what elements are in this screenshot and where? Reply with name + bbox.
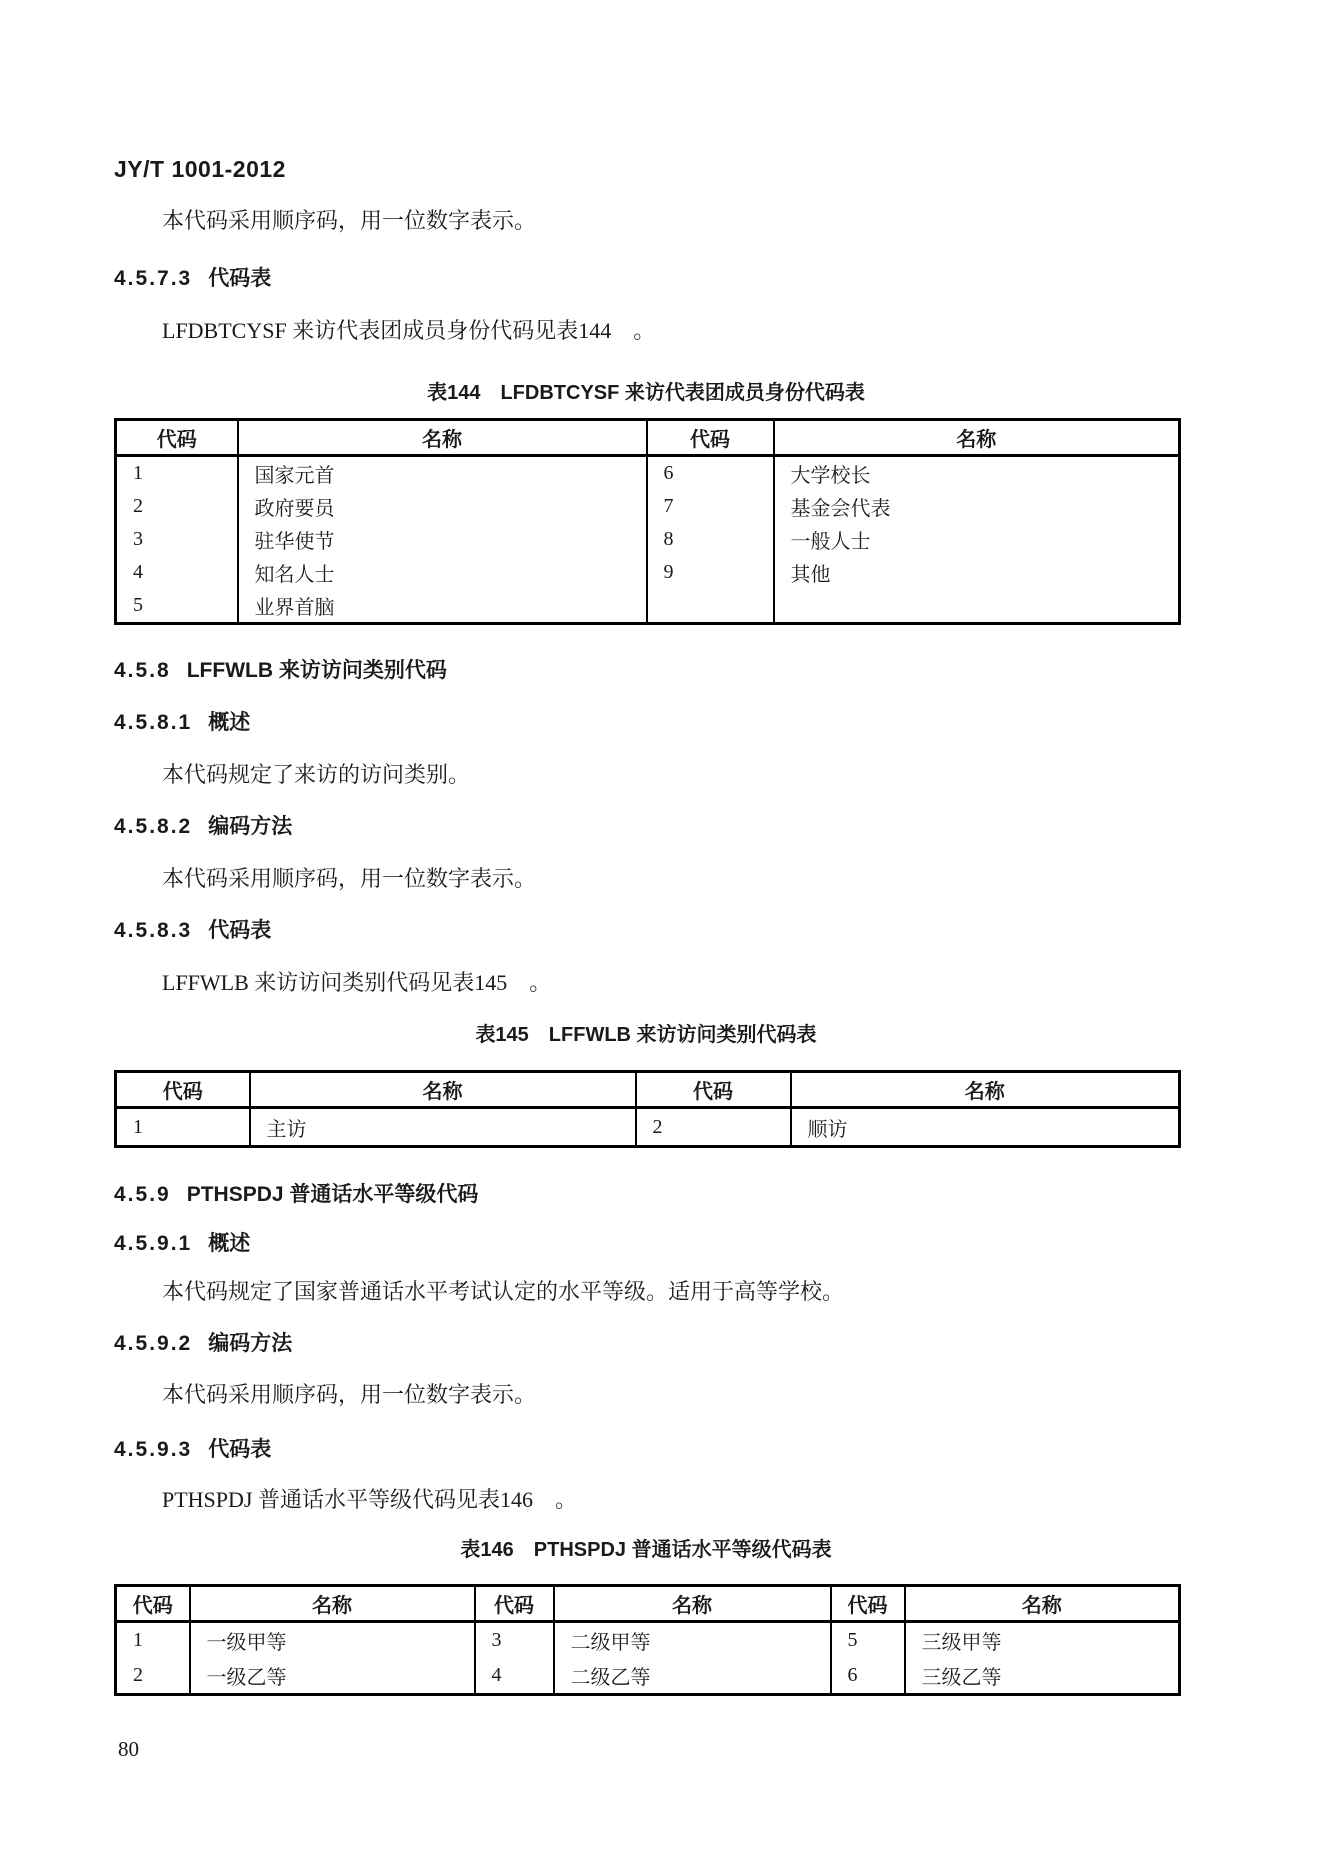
column-header: 代码 [116, 420, 238, 456]
section-number: 4.5.9.3 [114, 1438, 193, 1461]
table-row [116, 1622, 1180, 1659]
table-cell: 一级甲等 [190, 1622, 475, 1659]
table-cell: 6 [831, 1658, 905, 1695]
paragraph: 本代码采用顺序码，用一位数字表示。 [162, 1382, 537, 1407]
section-heading-4-5-7-3 [114, 266, 1178, 292]
section-title: 编码方法 [208, 815, 293, 838]
column-header: 代码 [636, 1072, 791, 1108]
paragraph: LFDBTCYSF 来访代表团成员身份代码见表144 。 [162, 318, 656, 343]
column-header: 名称 [554, 1586, 831, 1622]
table-cell: 9 [647, 556, 774, 589]
column-header: 代码 [116, 1586, 190, 1622]
section-number: 4.5.8.1 [114, 711, 193, 734]
table-cell: 顺访 [791, 1108, 1180, 1147]
table-row [116, 523, 1180, 556]
column-header: 名称 [774, 420, 1180, 456]
table-cell: 2 [133, 495, 143, 517]
section-heading-4-5-8 [114, 658, 1178, 684]
column-header: 名称 [250, 1072, 636, 1108]
section-heading-4-5-8-3 [114, 918, 1178, 944]
section-heading-4-5-8-1 [114, 710, 1178, 736]
table-cell: 5 [133, 594, 143, 616]
section-number: 4.5.8 [114, 659, 171, 682]
section-heading-4-5-9 [114, 1182, 1178, 1208]
paragraph: 本代码规定了来访的访问类别。 [162, 762, 471, 787]
table-cell: 知名人士 [238, 556, 647, 589]
table-cell: 1 [133, 1115, 143, 1138]
section-heading-4-5-8-2 [114, 814, 1178, 840]
section-number: 4.5.8.3 [114, 919, 193, 942]
column-header: 名称 [905, 1586, 1180, 1622]
table-cell: 三级甲等 [905, 1622, 1180, 1659]
table-146 [114, 1584, 1181, 1696]
column-header: 代码 [831, 1586, 905, 1622]
table-cell [774, 589, 1180, 624]
section-title: LFFWLB 来访访问类别代码 [186, 659, 447, 682]
table-144-caption: 表144 LFDBTCYSF 来访代表团成员身份代码表 [427, 382, 865, 404]
table-cell: 4 [133, 561, 143, 583]
table-cell: 主访 [250, 1108, 636, 1147]
table-cell: 驻华使节 [238, 523, 647, 556]
section-title: PTHSPDJ 普通话水平等级代码 [186, 1183, 479, 1206]
section-number: 4.5.9 [114, 1183, 171, 1206]
table-header-row [116, 1072, 1180, 1108]
table-cell: 业界首脑 [238, 589, 647, 624]
table-146-caption: 表146 PTHSPDJ 普通话水平等级代码表 [460, 1539, 832, 1561]
standard-code: JY/T 1001-2012 [114, 156, 286, 182]
section-title: 代码表 [208, 1438, 272, 1461]
paragraph: 本代码采用顺序码，用一位数字表示。 [162, 208, 537, 233]
section-heading-4-5-9-1 [114, 1231, 1178, 1257]
table-row [116, 490, 1180, 523]
section-title: 概述 [208, 711, 251, 734]
table-cell: 二级甲等 [554, 1622, 831, 1659]
table-cell: 三级乙等 [905, 1658, 1180, 1695]
paragraph: 本代码规定了国家普通话水平考试认定的水平等级。适用于高等学校。 [162, 1279, 845, 1304]
section-heading-4-5-9-3 [114, 1437, 1178, 1463]
table-cell: 1 [133, 1629, 143, 1651]
column-header: 名称 [791, 1072, 1180, 1108]
section-number: 4.5.9.1 [114, 1232, 193, 1255]
page-number: 80 [118, 1737, 139, 1761]
table-row [116, 556, 1180, 589]
table-cell: 一般人士 [774, 523, 1180, 556]
table-145-caption: 表145 LFFWLB 来访访问类别代码表 [475, 1024, 817, 1046]
paragraph: LFFWLB 来访访问类别代码见表145 。 [162, 970, 552, 995]
section-title: 代码表 [208, 267, 272, 290]
table-144 [114, 418, 1181, 625]
section-title: 概述 [208, 1232, 251, 1255]
table-cell: 1 [133, 462, 143, 484]
column-header: 代码 [647, 420, 774, 456]
table-cell: 7 [647, 490, 774, 523]
paragraph: PTHSPDJ 普通话水平等级代码见表146 。 [162, 1487, 577, 1512]
table-cell: 6 [647, 456, 774, 491]
table-145 [114, 1070, 1181, 1148]
table-cell: 5 [831, 1622, 905, 1659]
table-cell: 2 [133, 1664, 143, 1686]
section-number: 4.5.8.2 [114, 815, 193, 838]
paragraph: 本代码采用顺序码，用一位数字表示。 [162, 866, 537, 891]
column-header: 代码 [475, 1586, 554, 1622]
table-cell: 4 [475, 1658, 554, 1695]
table-header-row [116, 420, 1180, 456]
column-header: 名称 [238, 420, 647, 456]
table-cell: 基金会代表 [774, 490, 1180, 523]
table-cell: 8 [647, 523, 774, 556]
section-number: 4.5.9.2 [114, 1332, 193, 1355]
table-cell: 3 [133, 528, 143, 550]
table-cell: 政府要员 [238, 490, 647, 523]
table-cell: 2 [636, 1108, 791, 1147]
table-header-row [116, 1586, 1180, 1622]
section-title: 编码方法 [208, 1332, 293, 1355]
section-heading-4-5-9-2 [114, 1331, 1178, 1357]
section-number: 4.5.7.3 [114, 267, 193, 290]
table-cell: 国家元首 [238, 456, 647, 491]
table-cell: 大学校长 [774, 456, 1180, 491]
table-cell: 二级乙等 [554, 1658, 831, 1695]
column-header: 名称 [190, 1586, 475, 1622]
table-row [116, 1658, 1180, 1695]
table-row [116, 456, 1180, 491]
table-row [116, 1108, 1180, 1147]
table-cell [647, 589, 774, 624]
table-row [116, 589, 1180, 624]
table-cell: 一级乙等 [190, 1658, 475, 1695]
section-title: 代码表 [208, 919, 272, 942]
column-header: 代码 [116, 1072, 250, 1108]
table-cell: 3 [475, 1622, 554, 1659]
table-cell: 其他 [774, 556, 1180, 589]
